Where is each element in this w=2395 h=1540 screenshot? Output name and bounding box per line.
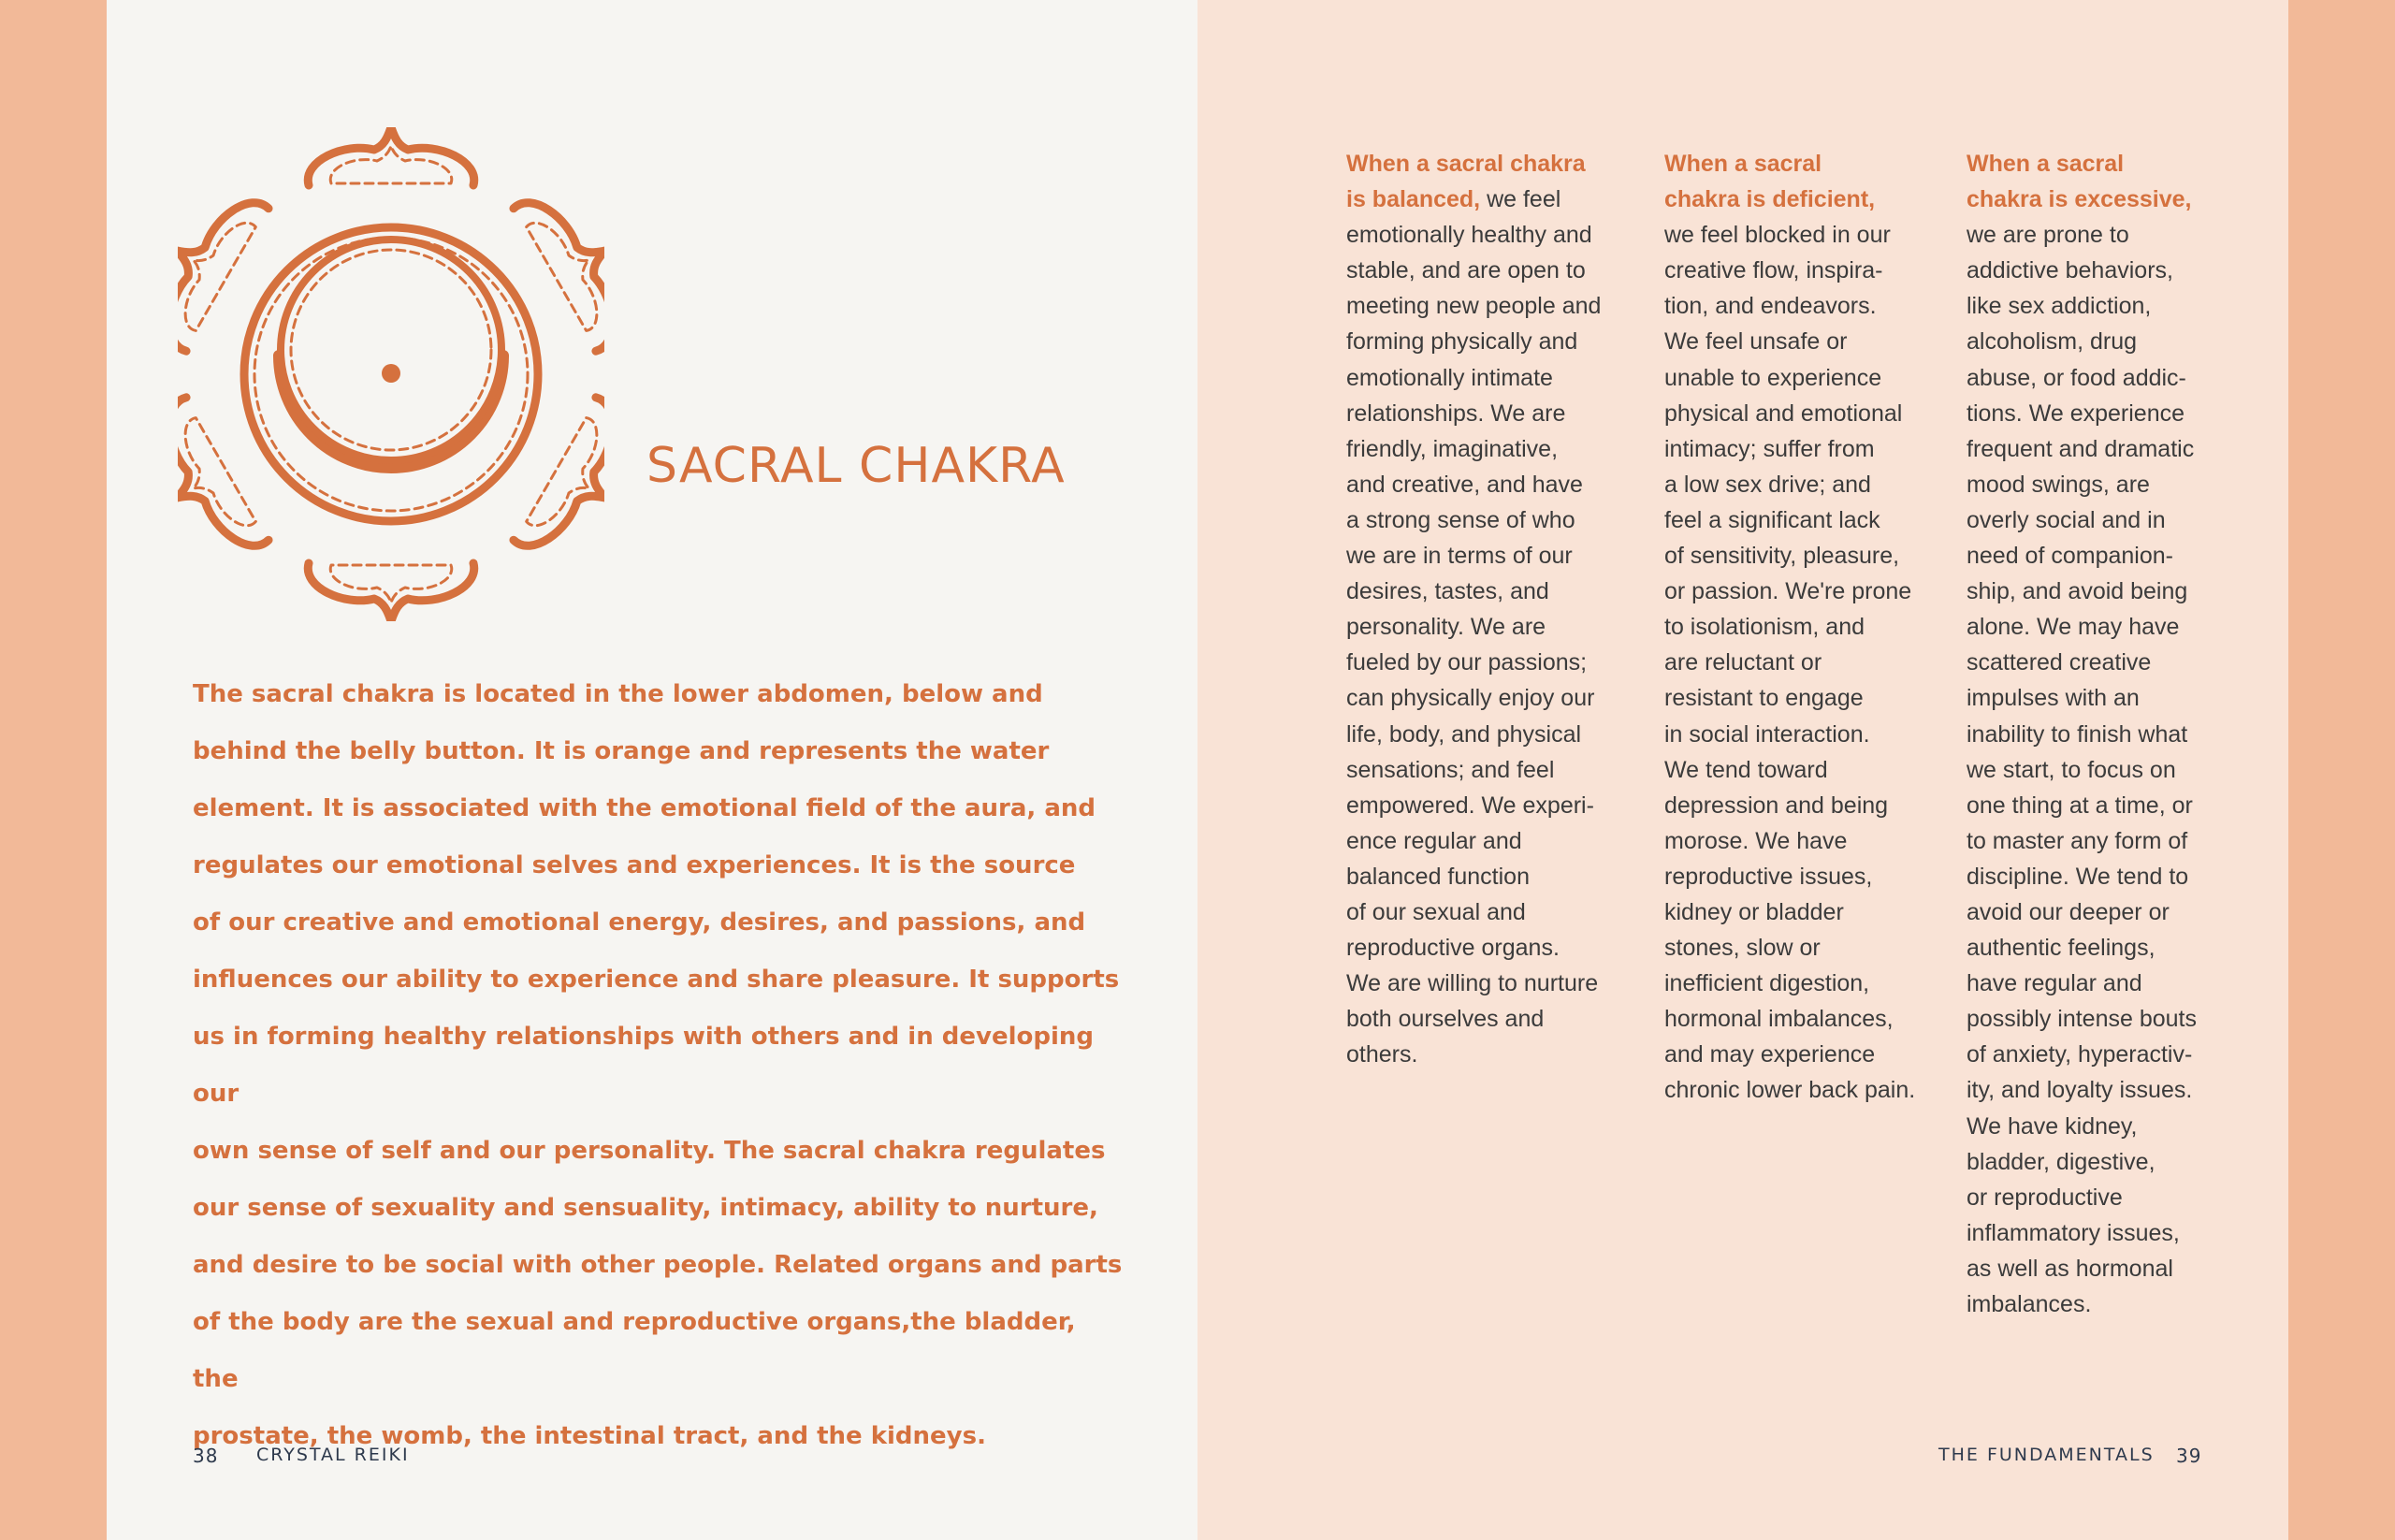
column-line: inability to finish what [1967, 720, 2188, 748]
column-line: or passion. We're prone [1664, 578, 1912, 605]
column-line: others. [1346, 1041, 1418, 1068]
column-line: imbalances. [1967, 1291, 2092, 1317]
column-line: of sensitivity, pleasure, [1664, 543, 1900, 570]
column-line: We tend toward [1664, 756, 1828, 783]
column-line: fueled by our passions; [1346, 649, 1588, 676]
column-line: life, body, and physical [1346, 720, 1582, 748]
column-line: We have kidney, [1967, 1112, 2138, 1140]
column-line: of our sexual and [1346, 898, 1526, 925]
column-line: feel a significant lack [1664, 506, 1880, 533]
column-line: avoid our deeper or [1967, 898, 2170, 925]
intro-line: us in forming healthy relationships with others and in developing our [193, 1023, 1095, 1108]
column-line: unable to experience [1664, 364, 1882, 391]
column-line: a strong sense of who [1346, 506, 1575, 533]
column-line: stable, and are open to [1346, 257, 1586, 284]
column-line: a low sex drive; and [1664, 471, 1871, 498]
column-line: in social interaction. [1664, 720, 1870, 748]
column-line: of anxiety, hyperactiv- [1967, 1041, 2193, 1068]
column-line: meeting new people and [1346, 293, 1602, 320]
column-line: to isolationism, and [1664, 614, 1865, 641]
column-line: we are prone to [1967, 222, 2129, 249]
chapter-title: SACRAL CHAKRA [646, 438, 1066, 494]
column-line: emotionally intimate [1346, 364, 1553, 391]
column-line: have regular and [1967, 970, 2142, 997]
column-lead-line: chakra is excessive, [1967, 186, 2192, 213]
intro-line: behind the belly button. It is orange and represents the water [193, 737, 1050, 765]
right-page [1198, 0, 2288, 1540]
column-line: we start, to focus on [1967, 756, 2176, 783]
column-line: kidney or bladder [1664, 898, 1844, 925]
column-line: chronic lower back pain. [1664, 1077, 1916, 1104]
page-number-left: 38 [193, 1445, 219, 1467]
column-line: physical and emotional [1664, 400, 1903, 427]
intro-line: own sense of self and our personality. The sacral chakra regulates [193, 1137, 1106, 1165]
column-line: forming physically and [1346, 328, 1578, 356]
column-line: overly social and in [1967, 506, 2166, 533]
column-line: empowered. We experi- [1346, 792, 1594, 819]
column-line: one thing at a time, or [1967, 792, 2193, 819]
running-head-left: CRYSTAL REIKI [256, 1445, 410, 1465]
column-line: depression and being [1664, 792, 1889, 819]
column-line: can physically enjoy our [1346, 685, 1595, 712]
intro-line: prostate, the womb, the intestinal tract, and the kidneys. [193, 1422, 986, 1450]
column-line: possibly intense bouts [1967, 1006, 2197, 1033]
column-line: to master any form of [1967, 827, 2188, 854]
column-line: bladder, digestive, [1967, 1148, 2156, 1175]
column-lead-line: is balanced, [1346, 186, 1481, 213]
column-line: ence regular and [1346, 827, 1522, 854]
column-line: alone. We may have [1967, 614, 2180, 641]
intro-line: The sacral chakra is located in the lower abdomen, below and [193, 680, 1043, 708]
column-line: relationships. We are [1346, 400, 1566, 427]
column-line: reproductive issues, [1664, 863, 1873, 890]
intro-line: our sense of sexuality and sensuality, intimacy, ability to nurture, [193, 1194, 1098, 1222]
column-line: both ourselves and [1346, 1006, 1545, 1033]
sacral-chakra-lotus-icon [178, 127, 604, 621]
column-line: and may experience [1664, 1041, 1876, 1068]
column-line: scattered creative [1967, 649, 2152, 676]
column-line: We feel unsafe or [1664, 328, 1848, 356]
column-line: personality. We are [1346, 614, 1546, 641]
column-lead-line: When a sacral [1967, 151, 2125, 177]
column-line: ship, and avoid being [1967, 578, 2188, 605]
column-line: need of companion- [1967, 543, 2173, 570]
column-line: hormonal imbalances, [1664, 1006, 1894, 1033]
running-head-right: THE FUNDAMENTALS [1938, 1445, 2155, 1465]
column-line: discipline. We tend to [1967, 863, 2189, 890]
column-line: reproductive organs. [1346, 935, 1560, 962]
column-line: friendly, imaginative, [1346, 435, 1559, 462]
intro-line: regulates our emotional selves and experiences. It is the source [193, 851, 1076, 879]
column-line: emotionally healthy and [1346, 222, 1592, 249]
column-line: are reluctant or [1664, 649, 1822, 676]
column-line: addictive behaviors, [1967, 257, 2173, 284]
page-number-right: 39 [2176, 1445, 2202, 1467]
column-line: frequent and dramatic [1967, 435, 2195, 462]
column-lead-line: chakra is deficient, [1664, 186, 1876, 213]
column-line: desires, tastes, and [1346, 578, 1549, 605]
column-line: creative flow, inspira- [1664, 257, 1883, 284]
intro-paragraph [193, 666, 1128, 1465]
column-line: or reproductive [1967, 1184, 2123, 1211]
column-line: we feel [1480, 186, 1561, 213]
column-line: tion, and endeavors. [1664, 293, 1877, 320]
column-line: inefficient digestion, [1664, 970, 1870, 997]
column-line: authentic feelings, [1967, 935, 2156, 962]
column-lead-line: When a sacral chakra [1346, 151, 1586, 177]
column-line: tions. We experience [1967, 400, 2185, 427]
column-line: stones, slow or [1664, 935, 1821, 962]
column-line: ity, and loyalty issues. [1967, 1077, 2193, 1104]
column-line: alcoholism, drug [1967, 328, 2138, 356]
column-line: balanced function [1346, 863, 1530, 890]
column-balanced [1346, 146, 1601, 1072]
column-line: and creative, and have [1346, 471, 1583, 498]
column-line: inflammatory issues, [1967, 1219, 2180, 1246]
column-excessive [1967, 146, 2197, 1322]
column-line: we feel blocked in our [1664, 222, 1891, 249]
column-line: like sex addiction, [1967, 293, 2152, 320]
column-line: morose. We have [1664, 827, 1848, 854]
column-lead-line: When a sacral [1664, 151, 1822, 177]
column-line: intimacy; suffer from [1664, 435, 1875, 462]
intro-line: of the body are the sexual and reproductive organs,the bladder, the [193, 1308, 1076, 1393]
intro-line: influences our ability to experience and share pleasure. It supports [193, 966, 1120, 994]
intro-line: and desire to be social with other people. Related organs and parts [193, 1251, 1123, 1279]
column-deficient [1664, 146, 1915, 1109]
column-line: mood swings, are [1967, 471, 2150, 498]
column-line: we are in terms of our [1346, 543, 1573, 570]
intro-line: element. It is associated with the emotional field of the aura, and [193, 794, 1096, 822]
column-line: We are willing to nurture [1346, 970, 1599, 997]
left-page [107, 0, 1198, 1540]
column-line: impulses with an [1967, 685, 2140, 712]
column-line: resistant to engage [1664, 685, 1864, 712]
column-line: as well as hormonal [1967, 1255, 2173, 1282]
column-line: abuse, or food addic- [1967, 364, 2186, 391]
intro-line: of our creative and emotional energy, desires, and passions, and [193, 908, 1086, 937]
column-line: sensations; and feel [1346, 756, 1555, 783]
